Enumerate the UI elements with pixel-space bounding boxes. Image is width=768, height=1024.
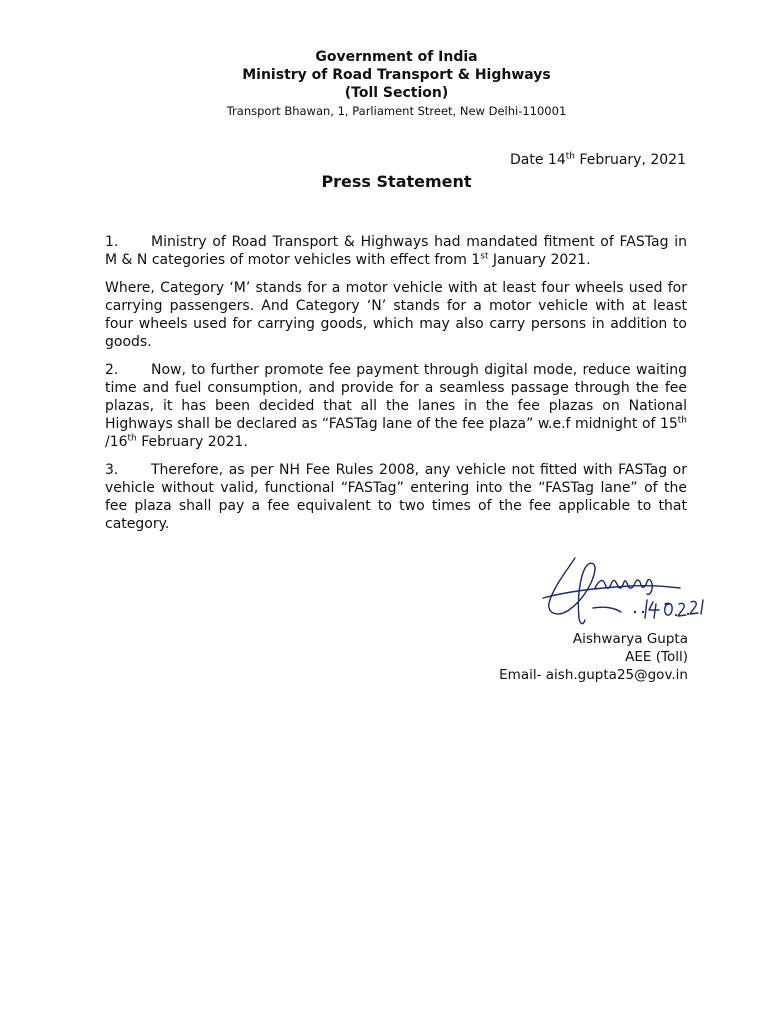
paragraph-number: 2. (105, 362, 119, 378)
paragraph-1 (105, 233, 687, 269)
signatory-email: Email- aish.gupta25@gov.in (499, 667, 688, 683)
date-suffix: February, 2021 (574, 152, 686, 168)
paragraph-2 (105, 361, 687, 451)
paragraph-text: Now, to further promote fee payment through digital mode, reduce waiting time and fuel consumption, and provide for a seamless passage through the fee plazas, it has been decided that all the lanes in the fee plazas on National Highways shall be declared as “FASTag lane of the fee plaza” w.e.f midnight of 15 (105, 362, 687, 432)
ordinal: th (677, 415, 687, 426)
paragraph-text: /16 (105, 434, 128, 450)
paragraph-text: January 2021. (488, 252, 591, 268)
paragraph-text: Ministry of Road Transport & Highways had mandated fitment of FASTag in M & N categories of motor vehicles with effect from 1 (105, 234, 687, 268)
letterhead-government: Government of India (315, 49, 478, 65)
letterhead (0, 48, 768, 119)
paragraph-text: February 2021. (136, 434, 248, 450)
ordinal: th (127, 433, 137, 444)
paragraph-text: Therefore, as per NH Fee Rules 2008, any vehicle not fitted with FASTag or vehicle without valid, functional “FASTag” entering into the “FASTag lane” of the fee plaza shall pay a fee equivalent to two times of the fee applicable to that category. (105, 462, 687, 532)
paragraph-3 (105, 461, 687, 533)
paragraph-number: 1. (105, 234, 119, 250)
paragraph-number: 3. (105, 462, 119, 478)
page-title: Press Statement (321, 172, 472, 191)
signatory-name: Aishwarya Gupta (572, 631, 688, 647)
statement-date (510, 151, 686, 169)
signatory-block (499, 630, 688, 684)
ordinal: st (480, 251, 489, 262)
letterhead-ministry: Ministry of Road Transport & Highways (242, 67, 551, 83)
handwritten-signature (535, 548, 715, 628)
letterhead-address: Transport Bhawan, 1, Parliament Street, New Delhi-110001 (226, 104, 567, 118)
letterhead-section: (Toll Section) (344, 85, 449, 101)
date-prefix: Date 14 (510, 152, 566, 168)
paragraph-where: Where, Category ‘M’ stands for a motor vehicle with at least four wheels used for carrying passengers. And Category ‘N’ stands for a motor vehicle with at least four wheels used for carrying goods, which may also carry persons in addition to goods. (105, 280, 687, 350)
statement-body (105, 233, 687, 543)
date-ordinal: th (565, 151, 575, 162)
signatory-designation: AEE (Toll) (625, 649, 688, 665)
